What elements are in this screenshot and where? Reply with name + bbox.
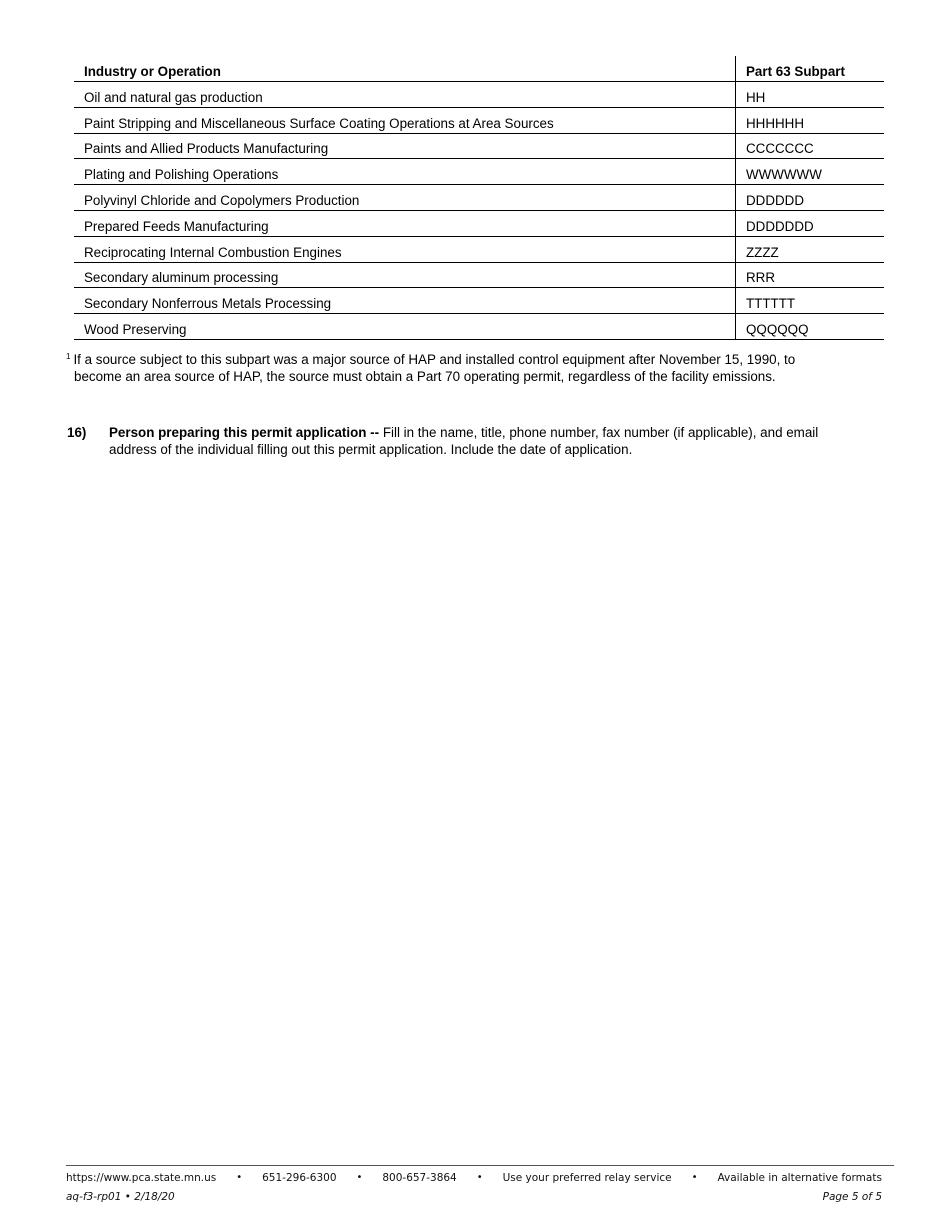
footer-website: https://www.pca.state.mn.us — [66, 1172, 217, 1184]
subpart-cell: DDDDDD — [736, 185, 884, 211]
item-body — [109, 424, 867, 458]
footer-formats: Available in alternative formats — [717, 1172, 882, 1184]
footer-separator: • — [356, 1172, 363, 1183]
footer-meta-line — [66, 1191, 882, 1203]
subpart-cell: CCCCCCC — [736, 134, 884, 160]
operation-cell: Prepared Feeds Manufacturing — [74, 211, 736, 237]
table-row — [74, 314, 884, 340]
table-row — [74, 263, 884, 289]
table-row — [74, 159, 884, 185]
footer-phone-local: 651-296-6300 — [262, 1172, 337, 1184]
footer-relay: Use your preferred relay service — [502, 1172, 672, 1184]
footer-divider — [66, 1165, 894, 1166]
operation-cell: Secondary Nonferrous Metals Processing — [74, 288, 736, 314]
subpart-cell: TTTTTT — [736, 288, 884, 314]
item-lead: Person preparing this permit application -- — [109, 425, 380, 440]
subpart-cell: HHHHHH — [736, 108, 884, 134]
subpart-cell: QQQQQQ — [736, 314, 884, 340]
table-row — [74, 288, 884, 314]
subpart-cell: ZZZZ — [736, 237, 884, 263]
operation-cell: Plating and Polishing Operations — [74, 159, 736, 185]
footer-form-id: aq-f3-rp01 • 2/18/20 — [66, 1191, 175, 1203]
table-footnote — [66, 348, 856, 385]
table-row — [74, 237, 884, 263]
footer-separator: • — [691, 1172, 698, 1183]
item-text: Fill in the name, title, phone number, fax number (if applicable), and email address of the individual filling out this permit application. Include the date of application. — [109, 425, 819, 457]
operation-cell: Paints and Allied Products Manufacturing — [74, 134, 736, 160]
header-subpart: Part 63 Subpart — [736, 56, 884, 82]
footer-contact-line — [66, 1172, 882, 1184]
operation-cell: Reciprocating Internal Combustion Engines — [74, 237, 736, 263]
footer-separator: • — [236, 1172, 243, 1183]
table-row — [74, 185, 884, 211]
footnote-marker: 1 — [66, 352, 71, 361]
footnote-line1: If a source subject to this subpart was a major source of HAP and installed control equipment after November 15, 1990, to — [73, 352, 796, 367]
item-number: 16) — [67, 425, 87, 440]
subpart-cell: DDDDDDD — [736, 211, 884, 237]
operation-cell: Secondary aluminum processing — [74, 263, 736, 289]
operation-cell: Polyvinyl Chloride and Copolymers Production — [74, 185, 736, 211]
table-header-row — [74, 56, 884, 82]
footer-page-number: Page 5 of 5 — [822, 1191, 882, 1203]
table-row — [74, 134, 884, 160]
operation-cell: Wood Preserving — [74, 314, 736, 340]
footer-separator: • — [476, 1172, 483, 1183]
subpart-cell: WWWWWW — [736, 159, 884, 185]
subpart-table — [74, 56, 884, 340]
table-row — [74, 82, 884, 108]
instruction-item-16 — [67, 424, 867, 458]
subpart-cell: RRR — [736, 263, 884, 289]
subpart-cell: HH — [736, 82, 884, 108]
table-row — [74, 211, 884, 237]
operation-cell: Paint Stripping and Miscellaneous Surface Coating Operations at Area Sources — [74, 108, 736, 134]
footer-phone-tollfree: 800-657-3864 — [382, 1172, 457, 1184]
header-operation: Industry or Operation — [74, 56, 736, 82]
table-row — [74, 108, 884, 134]
footnote-line2: become an area source of HAP, the source must obtain a Part 70 operating permit, regardless of the facility emissions. — [74, 369, 776, 384]
operation-cell: Oil and natural gas production — [74, 82, 736, 108]
